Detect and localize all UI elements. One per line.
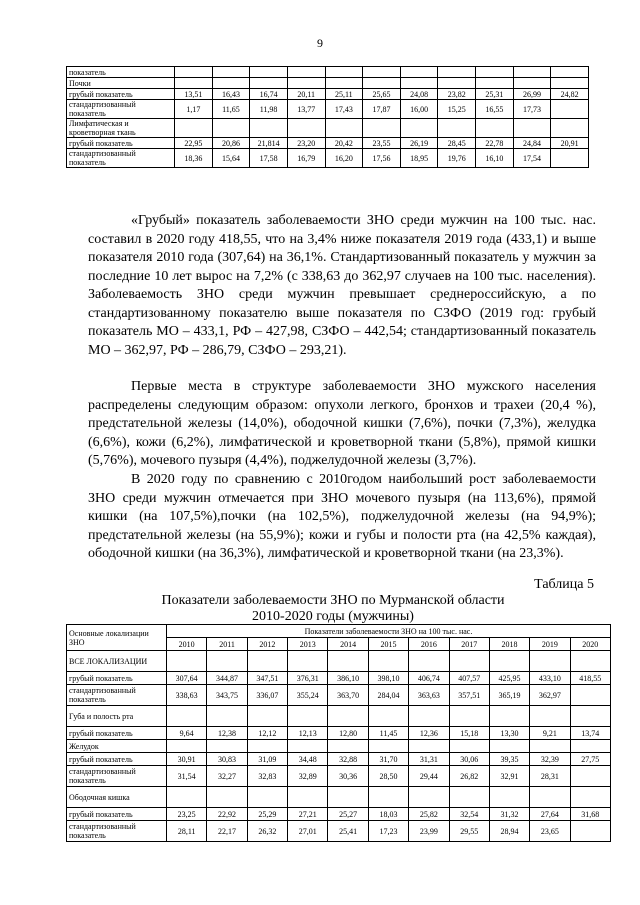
table-cell xyxy=(288,787,328,808)
table-cell: 22,95 xyxy=(175,138,213,149)
table-cell xyxy=(212,119,250,138)
table-cell: 9,64 xyxy=(167,727,207,740)
table-cell xyxy=(513,119,551,138)
table-cell xyxy=(489,740,529,753)
table-cell xyxy=(167,740,207,753)
table-cell: 425,95 xyxy=(489,672,529,685)
table-cell: 31,68 xyxy=(570,808,610,821)
table-cell: 20,42 xyxy=(325,138,363,149)
table-cell xyxy=(363,119,401,138)
table-cell: 23,82 xyxy=(438,89,476,100)
table-cell xyxy=(530,740,570,753)
table-cell xyxy=(400,78,438,89)
table-cell: 26,32 xyxy=(247,821,287,842)
table-cell xyxy=(570,740,610,753)
table-cell: 30,06 xyxy=(449,753,489,766)
table-cell: 28,45 xyxy=(438,138,476,149)
table-row xyxy=(67,766,611,787)
table-cell xyxy=(287,119,325,138)
table-cell xyxy=(570,766,610,787)
table-cell: 25,27 xyxy=(328,808,368,821)
table-cell: 20,11 xyxy=(287,89,325,100)
table-cell xyxy=(250,67,288,78)
table-cell: 32,39 xyxy=(530,753,570,766)
table-cell xyxy=(325,67,363,78)
table-cell xyxy=(551,119,589,138)
table-cell: 28,94 xyxy=(489,821,529,842)
table-row xyxy=(67,706,611,727)
table-cell: 16,10 xyxy=(476,149,514,168)
table-cell: 23,55 xyxy=(363,138,401,149)
table-cell xyxy=(368,651,408,672)
table-cell xyxy=(167,706,207,727)
table-row xyxy=(67,100,589,119)
table-cell: 18,03 xyxy=(368,808,408,821)
table-cell: 406,74 xyxy=(409,672,449,685)
table-cell: 25,11 xyxy=(325,89,363,100)
table-cell: 27,75 xyxy=(570,753,610,766)
table-cell: 32,91 xyxy=(489,766,529,787)
year-header: 2020 xyxy=(570,638,610,651)
year-header: 2010 xyxy=(167,638,207,651)
table-cell xyxy=(288,740,328,753)
row-label: стандартизованный показатель xyxy=(67,685,167,706)
table-cell: 24,84 xyxy=(513,138,551,149)
row-label: Губа и полость рта xyxy=(67,706,167,727)
table-cell: 17,73 xyxy=(513,100,551,119)
header-localization: Основные локализации ЗНО xyxy=(67,625,167,651)
table-cell: 307,64 xyxy=(167,672,207,685)
table-cell: 407,57 xyxy=(449,672,489,685)
table-cell: 363,70 xyxy=(328,685,368,706)
table-cell: 15,18 xyxy=(449,727,489,740)
table-cell: 284,04 xyxy=(368,685,408,706)
table-cell: 25,41 xyxy=(328,821,368,842)
table-cell: 398,10 xyxy=(368,672,408,685)
table-cell xyxy=(570,787,610,808)
table-cell: 1,17 xyxy=(175,100,213,119)
table-cell xyxy=(513,67,551,78)
row-label: грубый показатель xyxy=(67,138,175,149)
year-header: 2013 xyxy=(288,638,328,651)
table-cell: 27,21 xyxy=(288,808,328,821)
table-cell: 17,23 xyxy=(368,821,408,842)
table-cell: 27,64 xyxy=(530,808,570,821)
table-cell: 23,99 xyxy=(409,821,449,842)
table-cell: 32,89 xyxy=(288,766,328,787)
table-cell xyxy=(207,651,247,672)
table-cell: 12,13 xyxy=(288,727,328,740)
row-label: грубый показатель xyxy=(67,727,167,740)
table-cell: 30,36 xyxy=(328,766,368,787)
table-cell: 18,36 xyxy=(175,149,213,168)
table-cell xyxy=(328,787,368,808)
year-header: 2018 xyxy=(489,638,529,651)
table-cell: 22,92 xyxy=(207,808,247,821)
row-label: показатель xyxy=(67,67,175,78)
table-cell: 17,56 xyxy=(363,149,401,168)
table-cell: 15,25 xyxy=(438,100,476,119)
table-cell xyxy=(325,78,363,89)
table-cell: 23,25 xyxy=(167,808,207,821)
table-cell: 26,19 xyxy=(400,138,438,149)
table-cell: 433,10 xyxy=(530,672,570,685)
table-cell: 357,51 xyxy=(449,685,489,706)
table-cell: 24,08 xyxy=(400,89,438,100)
table-row xyxy=(67,89,589,100)
row-label: грубый показатель xyxy=(67,808,167,821)
table-cell xyxy=(288,706,328,727)
year-header: 2014 xyxy=(328,638,368,651)
table-cell: 24,82 xyxy=(551,89,589,100)
table-cell: 13,30 xyxy=(489,727,529,740)
table-cell: 20,86 xyxy=(212,138,250,149)
table-cell xyxy=(363,78,401,89)
table-cell: 336,07 xyxy=(247,685,287,706)
header-group: Показатели заболеваемости ЗНО на 100 тыс. нас. xyxy=(167,625,611,638)
table-cell xyxy=(449,787,489,808)
table-cell: 25,65 xyxy=(363,89,401,100)
year-header: 2011 xyxy=(207,638,247,651)
table-cell: 347,51 xyxy=(247,672,287,685)
table-cell: 338,63 xyxy=(167,685,207,706)
table-cell xyxy=(287,78,325,89)
year-header: 2017 xyxy=(449,638,489,651)
table-cell xyxy=(400,67,438,78)
table-row xyxy=(67,808,611,821)
table-cell: 31,32 xyxy=(489,808,529,821)
table-cell xyxy=(167,787,207,808)
table-cell: 22,78 xyxy=(476,138,514,149)
table-subtitle: 2010-2020 годы (мужчины) xyxy=(252,609,414,624)
table-cell: 28,31 xyxy=(530,766,570,787)
table-cell xyxy=(530,787,570,808)
table-number-label: Таблица 5 xyxy=(534,577,594,592)
table-cell xyxy=(476,78,514,89)
table-row xyxy=(67,787,611,808)
table-cell xyxy=(328,740,368,753)
table-cell: 16,79 xyxy=(287,149,325,168)
table-cell: 25,82 xyxy=(409,808,449,821)
table-cell: 39,35 xyxy=(489,753,529,766)
table-cell: 355,24 xyxy=(288,685,328,706)
table-cell xyxy=(207,787,247,808)
incidence-table-men xyxy=(66,624,611,842)
table-row xyxy=(67,119,589,138)
table-cell: 18,95 xyxy=(400,149,438,168)
table-cell: 16,55 xyxy=(476,100,514,119)
table-row xyxy=(67,138,589,149)
table-title: Показатели заболеваемости ЗНО по Мурманской области xyxy=(161,593,505,608)
table-cell: 27,01 xyxy=(288,821,328,842)
year-header: 2012 xyxy=(247,638,287,651)
table-cell: 34,48 xyxy=(288,753,328,766)
table-cell xyxy=(212,67,250,78)
table-cell: 17,54 xyxy=(513,149,551,168)
row-label: Лимфатическая и кроветворная ткань xyxy=(67,119,175,138)
table-cell xyxy=(247,740,287,753)
table-cell: 32,88 xyxy=(328,753,368,766)
table-cell: 29,55 xyxy=(449,821,489,842)
table-cell xyxy=(368,787,408,808)
page-number: 9 xyxy=(317,36,323,50)
table-cell: 16,74 xyxy=(250,89,288,100)
table-cell: 13,77 xyxy=(287,100,325,119)
table-cell: 16,20 xyxy=(325,149,363,168)
table-cell xyxy=(530,706,570,727)
table-cell: 12,38 xyxy=(207,727,247,740)
table-cell: 31,54 xyxy=(167,766,207,787)
table-cell: 344,87 xyxy=(207,672,247,685)
table-cell: 25,29 xyxy=(247,808,287,821)
paragraph-crude-rate: «Грубый» показатель заболеваемости ЗНО среди мужчин на 100 тыс. нас. составил в 2020 году 418,55, что на 3,4% ниже показателя 2019 года (433,1) и выше показателя 2010 года (307,64) на 36,1%. Стандартизованный показатель у мужчин за последние 10 лет вырос на 7,2% (с 338,63 до 362,97 случаев на 100 тыс. населения). Заболеваемость ЗНО среди мужчин превышает среднероссийскую, а по стандартизованному показателю выше показателя по СЗФО (2019 год: грубый показатель МО – 433,1, РФ – 427,98, СЗФО – 442,54; стандартизованный показатель МО – 362,97, РФ – 286,79, СЗФО – 293,21). xyxy=(88,213,596,358)
table-cell: 376,31 xyxy=(288,672,328,685)
table-cell: 16,43 xyxy=(212,89,250,100)
table-cell: 363,63 xyxy=(409,685,449,706)
table-cell xyxy=(570,651,610,672)
table-cell xyxy=(551,100,589,119)
row-label: стандартизованный показатель xyxy=(67,821,167,842)
table-row xyxy=(67,753,611,766)
table-row xyxy=(67,672,611,685)
table-cell: 12,80 xyxy=(328,727,368,740)
table-cell xyxy=(400,119,438,138)
table-cell: 29,44 xyxy=(409,766,449,787)
table-cell: 22,17 xyxy=(207,821,247,842)
table-cell xyxy=(328,706,368,727)
table-cell: 11,65 xyxy=(212,100,250,119)
table-cell xyxy=(247,787,287,808)
table-cell xyxy=(175,78,213,89)
table-cell xyxy=(489,651,529,672)
table-cell: 362,97 xyxy=(530,685,570,706)
table-cell: 23,20 xyxy=(287,138,325,149)
table-cell: 26,99 xyxy=(513,89,551,100)
table-cell xyxy=(287,67,325,78)
row-label: стандартизованный показатель xyxy=(67,766,167,787)
table-cell: 30,91 xyxy=(167,753,207,766)
row-label: стандартизованный показатель xyxy=(67,100,175,119)
table-cell xyxy=(438,67,476,78)
paragraph-growth: В 2020 году по сравнению с 2010годом наибольший рост заболеваемости ЗНО среди мужчин отмечается при ЗНО мочевого пузыря (на 113,6%), прямой кишки (на 107,5%),почки (на 102,5%), поджелудочной железы (на 94,9%); предстательной железы (на 55,9%); кожи и губы и полости рта (на 42,5% каждая), ободочной кишки (на 36,3%), лимфатической и кроветворной ткани (на 23,3%). xyxy=(88,472,596,561)
table-cell: 28,11 xyxy=(167,821,207,842)
row-label: грубый показатель xyxy=(67,89,175,100)
table-cell: 32,27 xyxy=(207,766,247,787)
table-cell xyxy=(250,78,288,89)
table-cell: 31,09 xyxy=(247,753,287,766)
table-cell xyxy=(250,119,288,138)
continued-incidence-table xyxy=(66,66,589,168)
table-cell xyxy=(328,651,368,672)
table-cell: 28,50 xyxy=(368,766,408,787)
table-cell xyxy=(438,119,476,138)
table-cell xyxy=(368,706,408,727)
table-cell xyxy=(551,78,589,89)
row-label: ВСЕ ЛОКАЛИЗАЦИИ xyxy=(67,651,167,672)
table-cell xyxy=(476,67,514,78)
table-cell xyxy=(247,651,287,672)
table-cell xyxy=(368,740,408,753)
paragraph-structure: Первые места в структуре заболеваемости ЗНО мужского населения распределены следующим образом: опухоли легкого, бронхов и трахеи (20,4 %), предстательной железы (14,0%), ободочной кишки (7,6%), почки (7,3%), желудка (6,6%), кожи (6,2%), лимфатической и кроветворной ткани (5,8%), прямой кишки (5,76%), мочевого пузыря (4,4%), поджелудочной железы (3,7%). xyxy=(88,379,596,468)
table-cell xyxy=(247,706,287,727)
table-cell: 32,83 xyxy=(247,766,287,787)
table-cell xyxy=(449,740,489,753)
table-cell: 19,76 xyxy=(438,149,476,168)
table-cell xyxy=(175,119,213,138)
table-row xyxy=(67,78,589,89)
row-label: грубый показатель xyxy=(67,672,167,685)
table-cell: 365,19 xyxy=(489,685,529,706)
table-cell: 25,31 xyxy=(476,89,514,100)
table-cell: 13,51 xyxy=(175,89,213,100)
table-cell xyxy=(288,651,328,672)
table-cell: 12,36 xyxy=(409,727,449,740)
year-header: 2016 xyxy=(409,638,449,651)
table-cell xyxy=(476,119,514,138)
table-cell xyxy=(530,651,570,672)
table-cell: 11,98 xyxy=(250,100,288,119)
row-label: грубый показатель xyxy=(67,753,167,766)
table-cell xyxy=(551,149,589,168)
table-row xyxy=(67,149,589,168)
year-header: 2019 xyxy=(530,638,570,651)
table-cell: 12,12 xyxy=(247,727,287,740)
table-cell xyxy=(570,821,610,842)
table-cell xyxy=(409,787,449,808)
table-cell xyxy=(207,740,247,753)
table-cell xyxy=(363,67,401,78)
table-row xyxy=(67,67,589,78)
row-label: Почки xyxy=(67,78,175,89)
table-cell: 17,87 xyxy=(363,100,401,119)
table-cell: 23,65 xyxy=(530,821,570,842)
table-cell xyxy=(570,685,610,706)
table-cell xyxy=(212,78,250,89)
table-cell xyxy=(489,706,529,727)
row-label: Желудок xyxy=(67,740,167,753)
year-header: 2015 xyxy=(368,638,408,651)
table-cell: 418,55 xyxy=(570,672,610,685)
table-cell: 32,54 xyxy=(449,808,489,821)
table-cell xyxy=(570,706,610,727)
table-cell: 21,814 xyxy=(250,138,288,149)
table-cell xyxy=(551,67,589,78)
table-cell: 30,83 xyxy=(207,753,247,766)
table-cell xyxy=(513,78,551,89)
row-label: Ободочная кишка xyxy=(67,787,167,808)
table-cell: 17,58 xyxy=(250,149,288,168)
table-row xyxy=(67,727,611,740)
table-cell xyxy=(449,651,489,672)
table-cell: 15,64 xyxy=(212,149,250,168)
table-cell: 386,10 xyxy=(328,672,368,685)
table-cell xyxy=(489,787,529,808)
table-cell xyxy=(438,78,476,89)
table-row xyxy=(67,685,611,706)
table-cell: 16,00 xyxy=(400,100,438,119)
table-cell: 31,31 xyxy=(409,753,449,766)
table-cell xyxy=(409,651,449,672)
table-row xyxy=(67,740,611,753)
table-row xyxy=(67,651,611,672)
table-cell: 9,21 xyxy=(530,727,570,740)
table-cell xyxy=(449,706,489,727)
table-cell xyxy=(325,119,363,138)
table-cell: 26,82 xyxy=(449,766,489,787)
table-cell: 343,75 xyxy=(207,685,247,706)
table-row xyxy=(67,821,611,842)
table-cell xyxy=(207,706,247,727)
table-cell: 31,70 xyxy=(368,753,408,766)
table-cell xyxy=(167,651,207,672)
table-cell xyxy=(409,740,449,753)
table-cell xyxy=(409,706,449,727)
row-label: стандартизованный показатель xyxy=(67,149,175,168)
table-cell: 20,91 xyxy=(551,138,589,149)
table-cell: 17,43 xyxy=(325,100,363,119)
table-cell xyxy=(175,67,213,78)
table-cell: 13,74 xyxy=(570,727,610,740)
table-cell: 11,45 xyxy=(368,727,408,740)
